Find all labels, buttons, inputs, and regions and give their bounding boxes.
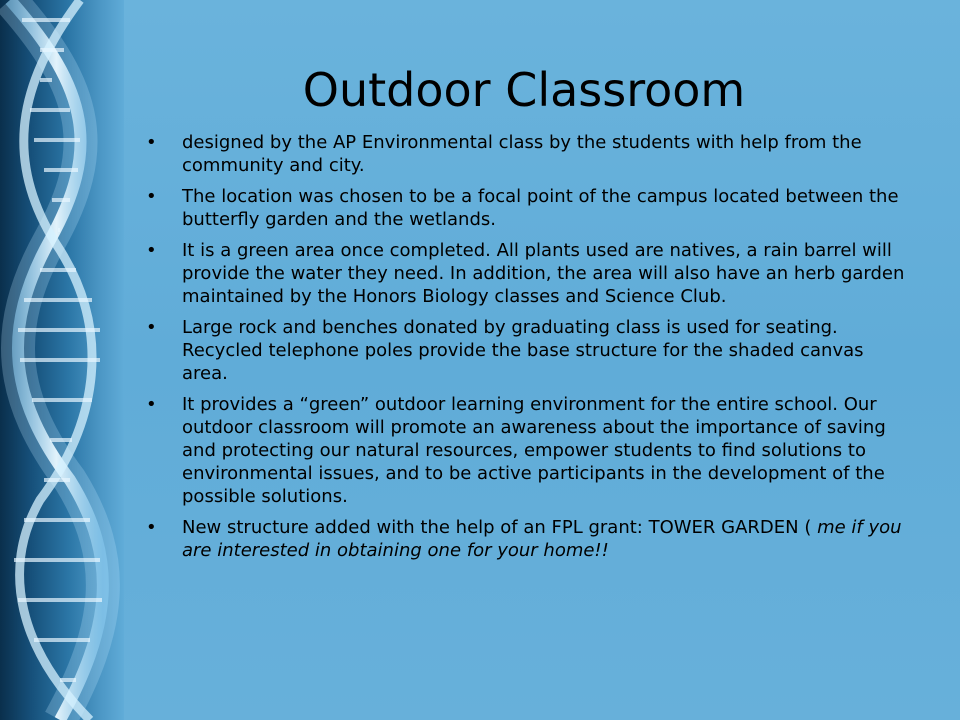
bullet-marker: • [146,132,157,153]
bullet-item [146,131,906,177]
bullet-marker: • [146,240,157,261]
bullet-text: It provides a “green” outdoor learning environment for the entire school. Our outdoor classroom will promote an awareness about the importance of saving and protecting our natural resources, empower students to find solutions to environmental issues, and to be active participants in the development of the possible solutions. [182,394,886,507]
bullet-text: New structure added with the help of an FPL grant: TOWER GARDEN ( [182,517,818,538]
slide-body [146,131,906,570]
bullet-list [146,131,906,562]
bullet-text-italic: me if you are interested in obtaining one for your home!! [182,517,902,561]
bullet-item [146,185,906,231]
bullet-text: It is a green area once completed. All plants used are natives, a rain barrel will provide the water they need. In addition, the area will also have an herb garden maintained by the Honors Biology classes and Science Club. [182,240,905,307]
bullet-marker: • [146,394,157,415]
bullet-marker: • [146,186,157,207]
bullet-item [146,393,906,508]
dna-helix-icon [0,0,124,720]
bullet-text: The location was chosen to be a focal point of the campus located between the butterfly garden and the wetlands. [182,186,899,230]
bullet-text: designed by the AP Environmental class by the students with help from the community and city. [182,132,862,176]
bullet-marker: • [146,317,157,338]
dna-helix-decoration [0,0,124,720]
slide-title: Outdoor Classroom [302,63,746,117]
bullet-text: Large rock and benches donated by graduating class is used for seating. Recycled telephone poles provide the base structure for the shaded canvas area. [182,317,864,384]
bullet-item-tower-garden [146,516,906,562]
bullet-item [146,239,906,308]
bullet-marker: • [146,517,157,538]
bullet-item [146,316,906,385]
